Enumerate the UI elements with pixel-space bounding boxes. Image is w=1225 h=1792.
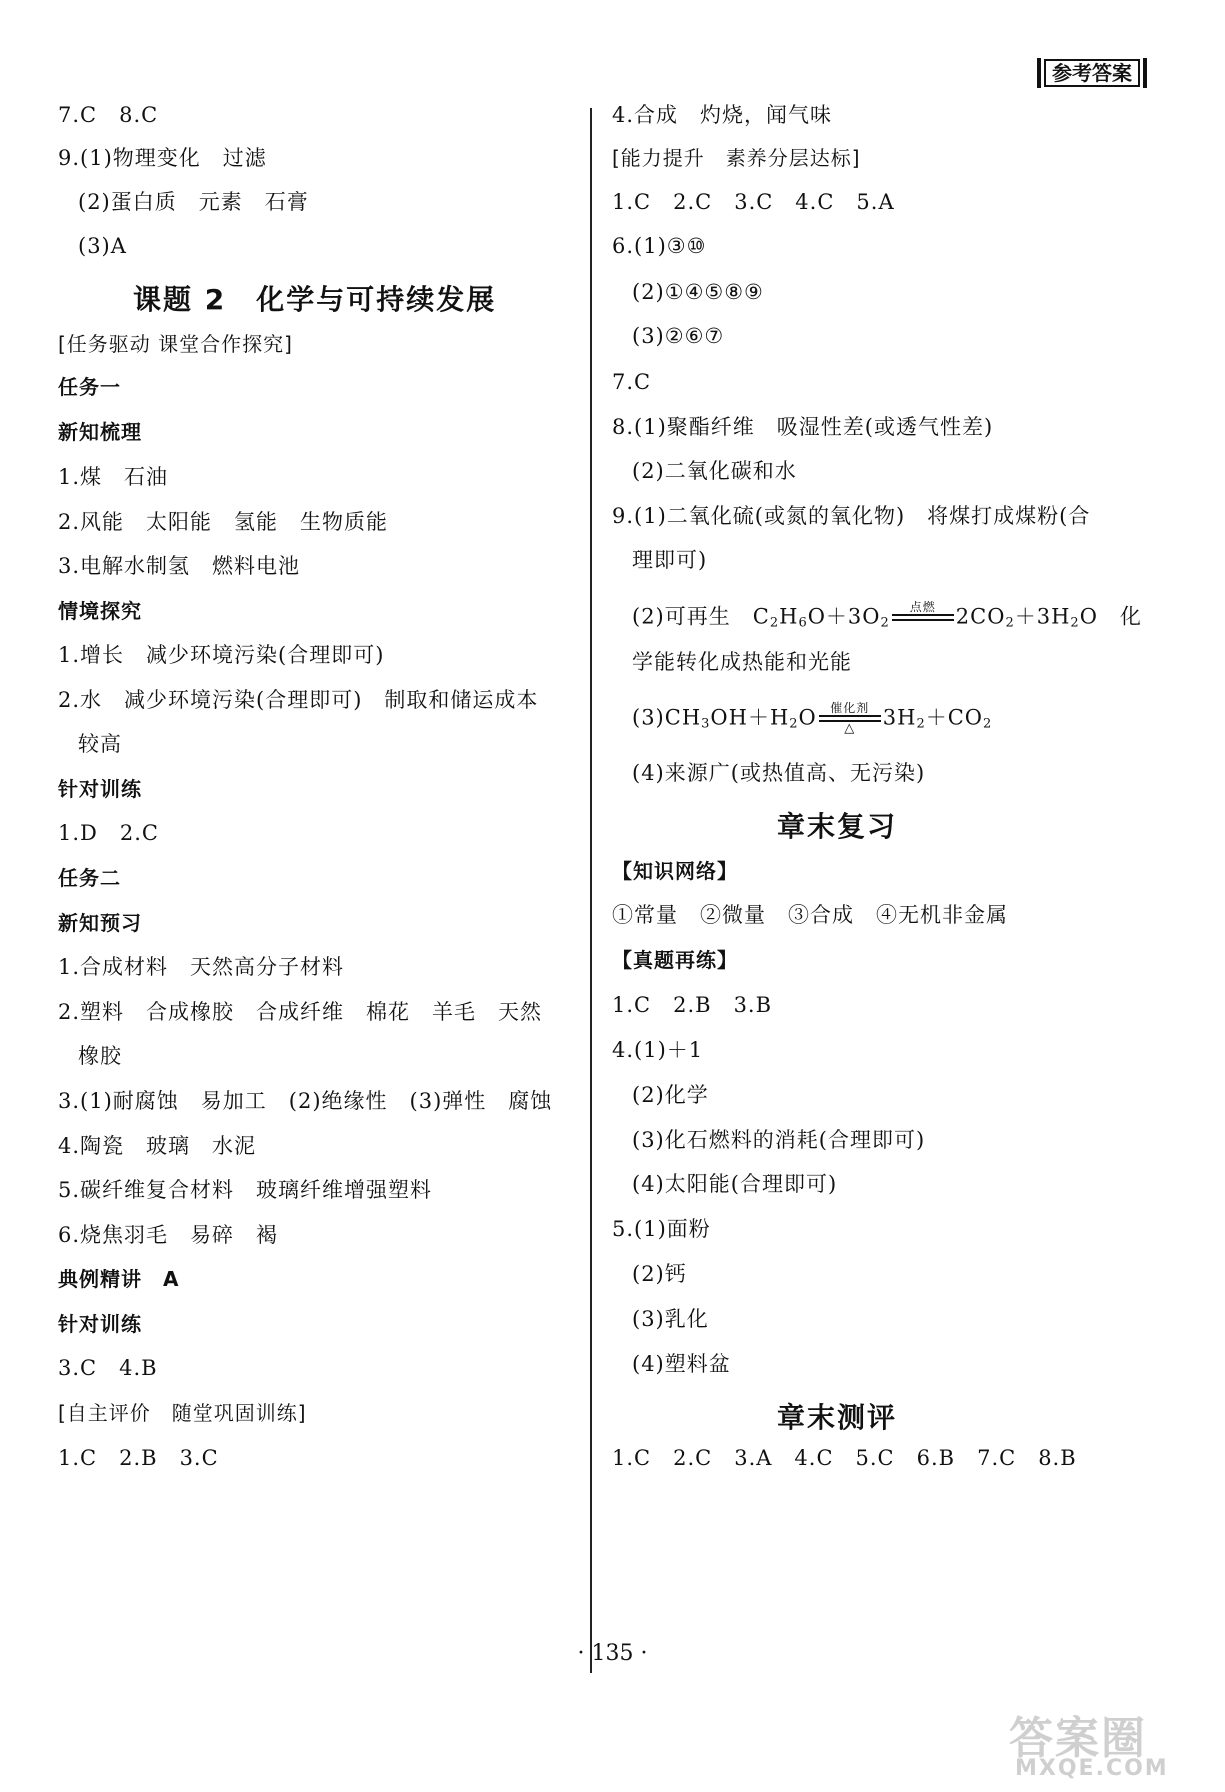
answer-line: 3.电解水制氢 燃料电池 (58, 554, 301, 578)
answer-line: 4.(1)＋1 (612, 1038, 704, 1062)
answer-line: 1.D 2.C (58, 821, 159, 845)
answer-line: 5.碳纤维复合材料 玻璃纤维增强塑料 (58, 1178, 433, 1202)
answer-line: (2)二氧化碳和水 (632, 459, 797, 483)
reaction-condition: 催化剂 (830, 701, 870, 715)
section-heading: 章末复习 (777, 810, 898, 843)
answer-line: 6.(1)③⑩ (612, 234, 707, 258)
eq-part: ＋3H (1014, 604, 1071, 629)
answer-line: (3)A (78, 234, 127, 258)
eq-part: O＋3O (807, 604, 881, 629)
eq-part: H (779, 604, 799, 629)
answer-line: 较高 (78, 732, 122, 756)
page-number: · 135 · (577, 1641, 648, 1666)
answer-line: 2.塑料 合成橡胶 合成纤维 棉花 羊毛 天然 (58, 1000, 543, 1024)
answer-line: 4.陶瓷 玻璃 水泥 (58, 1134, 257, 1158)
watermark-text: 答案圈 (1009, 1713, 1147, 1764)
answer-line: 学能转化成热能和光能 (632, 650, 852, 674)
watermark-url: MXQE.COM (1015, 1756, 1169, 1781)
subsection-label: [任务驱动 课堂合作探究] (58, 332, 293, 356)
answer-line: 3.C 4.B (58, 1356, 158, 1380)
section-heading: 课题 2 化学与可持续发展 (133, 283, 497, 316)
task-label: 情境探究 (58, 599, 142, 623)
answer-line: (3)化石燃料的消耗(合理即可) (632, 1128, 926, 1152)
answer-line: (4)塑料盆 (632, 1352, 731, 1376)
answer-line: 6.烧焦羽毛 易碎 褐 (58, 1223, 279, 1247)
answer-line: (2)①④⑤⑧⑨ (632, 280, 764, 304)
task-label: 针对训练 (58, 777, 142, 801)
reaction-arrow (819, 702, 881, 736)
reference-answer-tag (1037, 58, 1147, 88)
subsection-label: 【知识网络】 (612, 859, 738, 883)
equation-line-methanol: $(3)CH_3OH+H_2O$ 催化剂 △ $3H_2+CO_2$ (632, 701, 993, 736)
answer-line: 1.合成材料 天然高分子材料 (58, 955, 345, 979)
answer-line: (3)乳化 (632, 1307, 709, 1331)
answer-line: 2.水 减少环境污染(合理即可) 制取和储运成本 (58, 688, 539, 712)
answer-line: (3)②⑥⑦ (632, 324, 725, 348)
eq-part: 3H (882, 705, 917, 730)
task-label: 新知预习 (58, 911, 142, 935)
eq-part: (2)可再生 C (632, 604, 770, 629)
section-heading: 章末测评 (777, 1401, 898, 1434)
eq-part: (3)CH (632, 705, 702, 730)
task-label: 新知梳理 (58, 420, 142, 444)
answer-line: 1.煤 石油 (58, 465, 169, 489)
answer-line: 7.C 8.C (58, 103, 159, 127)
subsection-label: 【真题再练】 (612, 948, 738, 972)
answer-line: 1.C 2.B 3.B (612, 993, 773, 1017)
watermark-logo (1009, 1702, 1209, 1784)
reaction-arrow (892, 601, 954, 635)
answer-line: (2)蛋白质 元素 石膏 (78, 190, 309, 214)
answer-line: ①常量 ②微量 ③合成 ④无机非金属 (612, 903, 1008, 927)
answer-line: 4.合成 灼烧，闻气味 (612, 103, 833, 127)
eq-part: ＋CO (925, 705, 984, 730)
answer-line: (2)钙 (632, 1262, 687, 1286)
eq-part: 2CO (955, 604, 1006, 629)
answer-line: 理即可) (632, 548, 708, 572)
heat-symbol: △ (844, 721, 856, 736)
tag-bar-right (1143, 58, 1147, 88)
answer-line: 9.(1)二氧化硫(或氮的氧化物) 将煤打成煤粉(合 (612, 504, 1091, 528)
subsection-label: [能力提升 素养分层达标] (612, 146, 861, 170)
answer-line: (4)太阳能(合理即可) (632, 1172, 838, 1196)
eq-part: O 化 (1079, 604, 1142, 629)
answer-line: 橡胶 (78, 1044, 122, 1068)
answer-line: (2)化学 (632, 1083, 709, 1107)
task-label: 典例精讲 A (58, 1267, 180, 1291)
column-divider (590, 108, 592, 1673)
task-label: 任务二 (58, 866, 121, 890)
tag-label: 参考答案 (1044, 59, 1140, 87)
answer-line: 1.增长 减少环境污染(合理即可) (58, 643, 385, 667)
answer-line: 2.风能 太阳能 氢能 生物质能 (58, 510, 389, 534)
tag-bar-left (1037, 58, 1041, 88)
task-label: 任务一 (58, 375, 121, 399)
reaction-condition: 点燃 (909, 600, 936, 614)
subsection-label: [自主评价 随堂巩固训练] (58, 1401, 307, 1425)
answer-line: 1.C 2.C 3.C 4.C 5.A (612, 190, 895, 214)
answer-line: 1.C 2.B 3.C (58, 1446, 219, 1470)
answer-line: 9.(1)物理变化 过滤 (58, 146, 267, 170)
answer-line: 5.(1)面粉 (612, 1217, 711, 1241)
answer-line: 3.(1)耐腐蚀 易加工 (2)绝缘性 (3)弹性 腐蚀 (58, 1089, 553, 1113)
equation-line-ethanol: (2)可再生 $C_2H_6O+3O_2$ 点燃 $2CO_2+3H_2O$ 化 (632, 601, 1142, 635)
answer-line: (4)来源广(或热值高、无污染) (632, 761, 926, 785)
task-label: 针对训练 (58, 1312, 142, 1336)
answer-line: 8.(1)聚酯纤维 吸湿性差(或透气性差) (612, 415, 994, 439)
eq-part: OH＋H (710, 705, 790, 730)
answer-line: 1.C 2.C 3.A 4.C 5.C 6.B 7.C 8.B (612, 1446, 1077, 1470)
answer-line: 7.C (612, 370, 652, 394)
eq-part: O (798, 705, 817, 730)
